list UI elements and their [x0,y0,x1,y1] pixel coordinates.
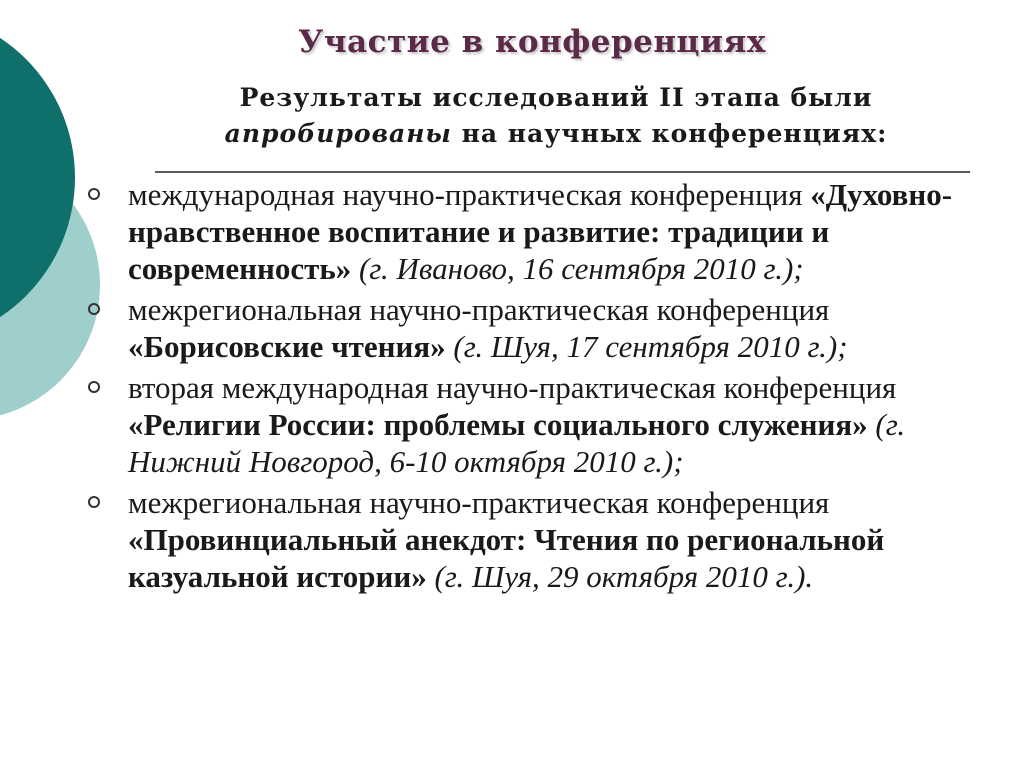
subtitle-emphasis: апробированы [224,119,452,148]
subtitle-text: Результаты исследований II этапа были [239,83,873,112]
conference-list [88,176,983,599]
slide-title: Участие в конференциях [298,24,766,60]
conference-name: «Религии России: проблемы социального служения» [128,407,868,442]
conference-type: вторая международная научно-практическая конференция [128,370,897,405]
conference-type: межрегиональная научно-практическая конференция [128,292,830,327]
bullet-circle-icon [88,188,100,200]
conference-name: «Провинциальный анекдот: Чтения по региональной казуальной истории» [128,522,885,594]
bullet-circle-icon [88,496,100,508]
conference-place-date: (г. Шуя, 17 сентября 2010 г.); [445,329,848,364]
slide-subtitle [130,80,982,152]
conference-type: международная научно-практическая конференция [128,177,811,212]
subtitle-text-end: на научных конференциях: [451,119,888,148]
conference-name: «Духовно-нравственное воспитание и развитие: традиции и современность» [128,177,953,286]
conference-item [88,176,983,287]
bullet-circle-icon [88,381,100,393]
bullet-circle-icon [88,303,100,315]
conference-type: межрегиональная научно-практическая конференция [128,485,830,520]
conference-place-date: (г. Иваново, 16 сентября 2010 г.); [351,251,804,286]
conference-item [88,484,983,595]
conference-place-date: (г. Шуя, 29 октября 2010 г.). [426,559,814,594]
conference-place-date: (г. Нижний Новгород, 6-10 октября 2010 г.); [128,407,906,479]
conference-name: «Борисовские чтения» [128,329,446,364]
divider-line [155,171,970,173]
conference-item [88,291,983,365]
conference-item [88,369,983,480]
